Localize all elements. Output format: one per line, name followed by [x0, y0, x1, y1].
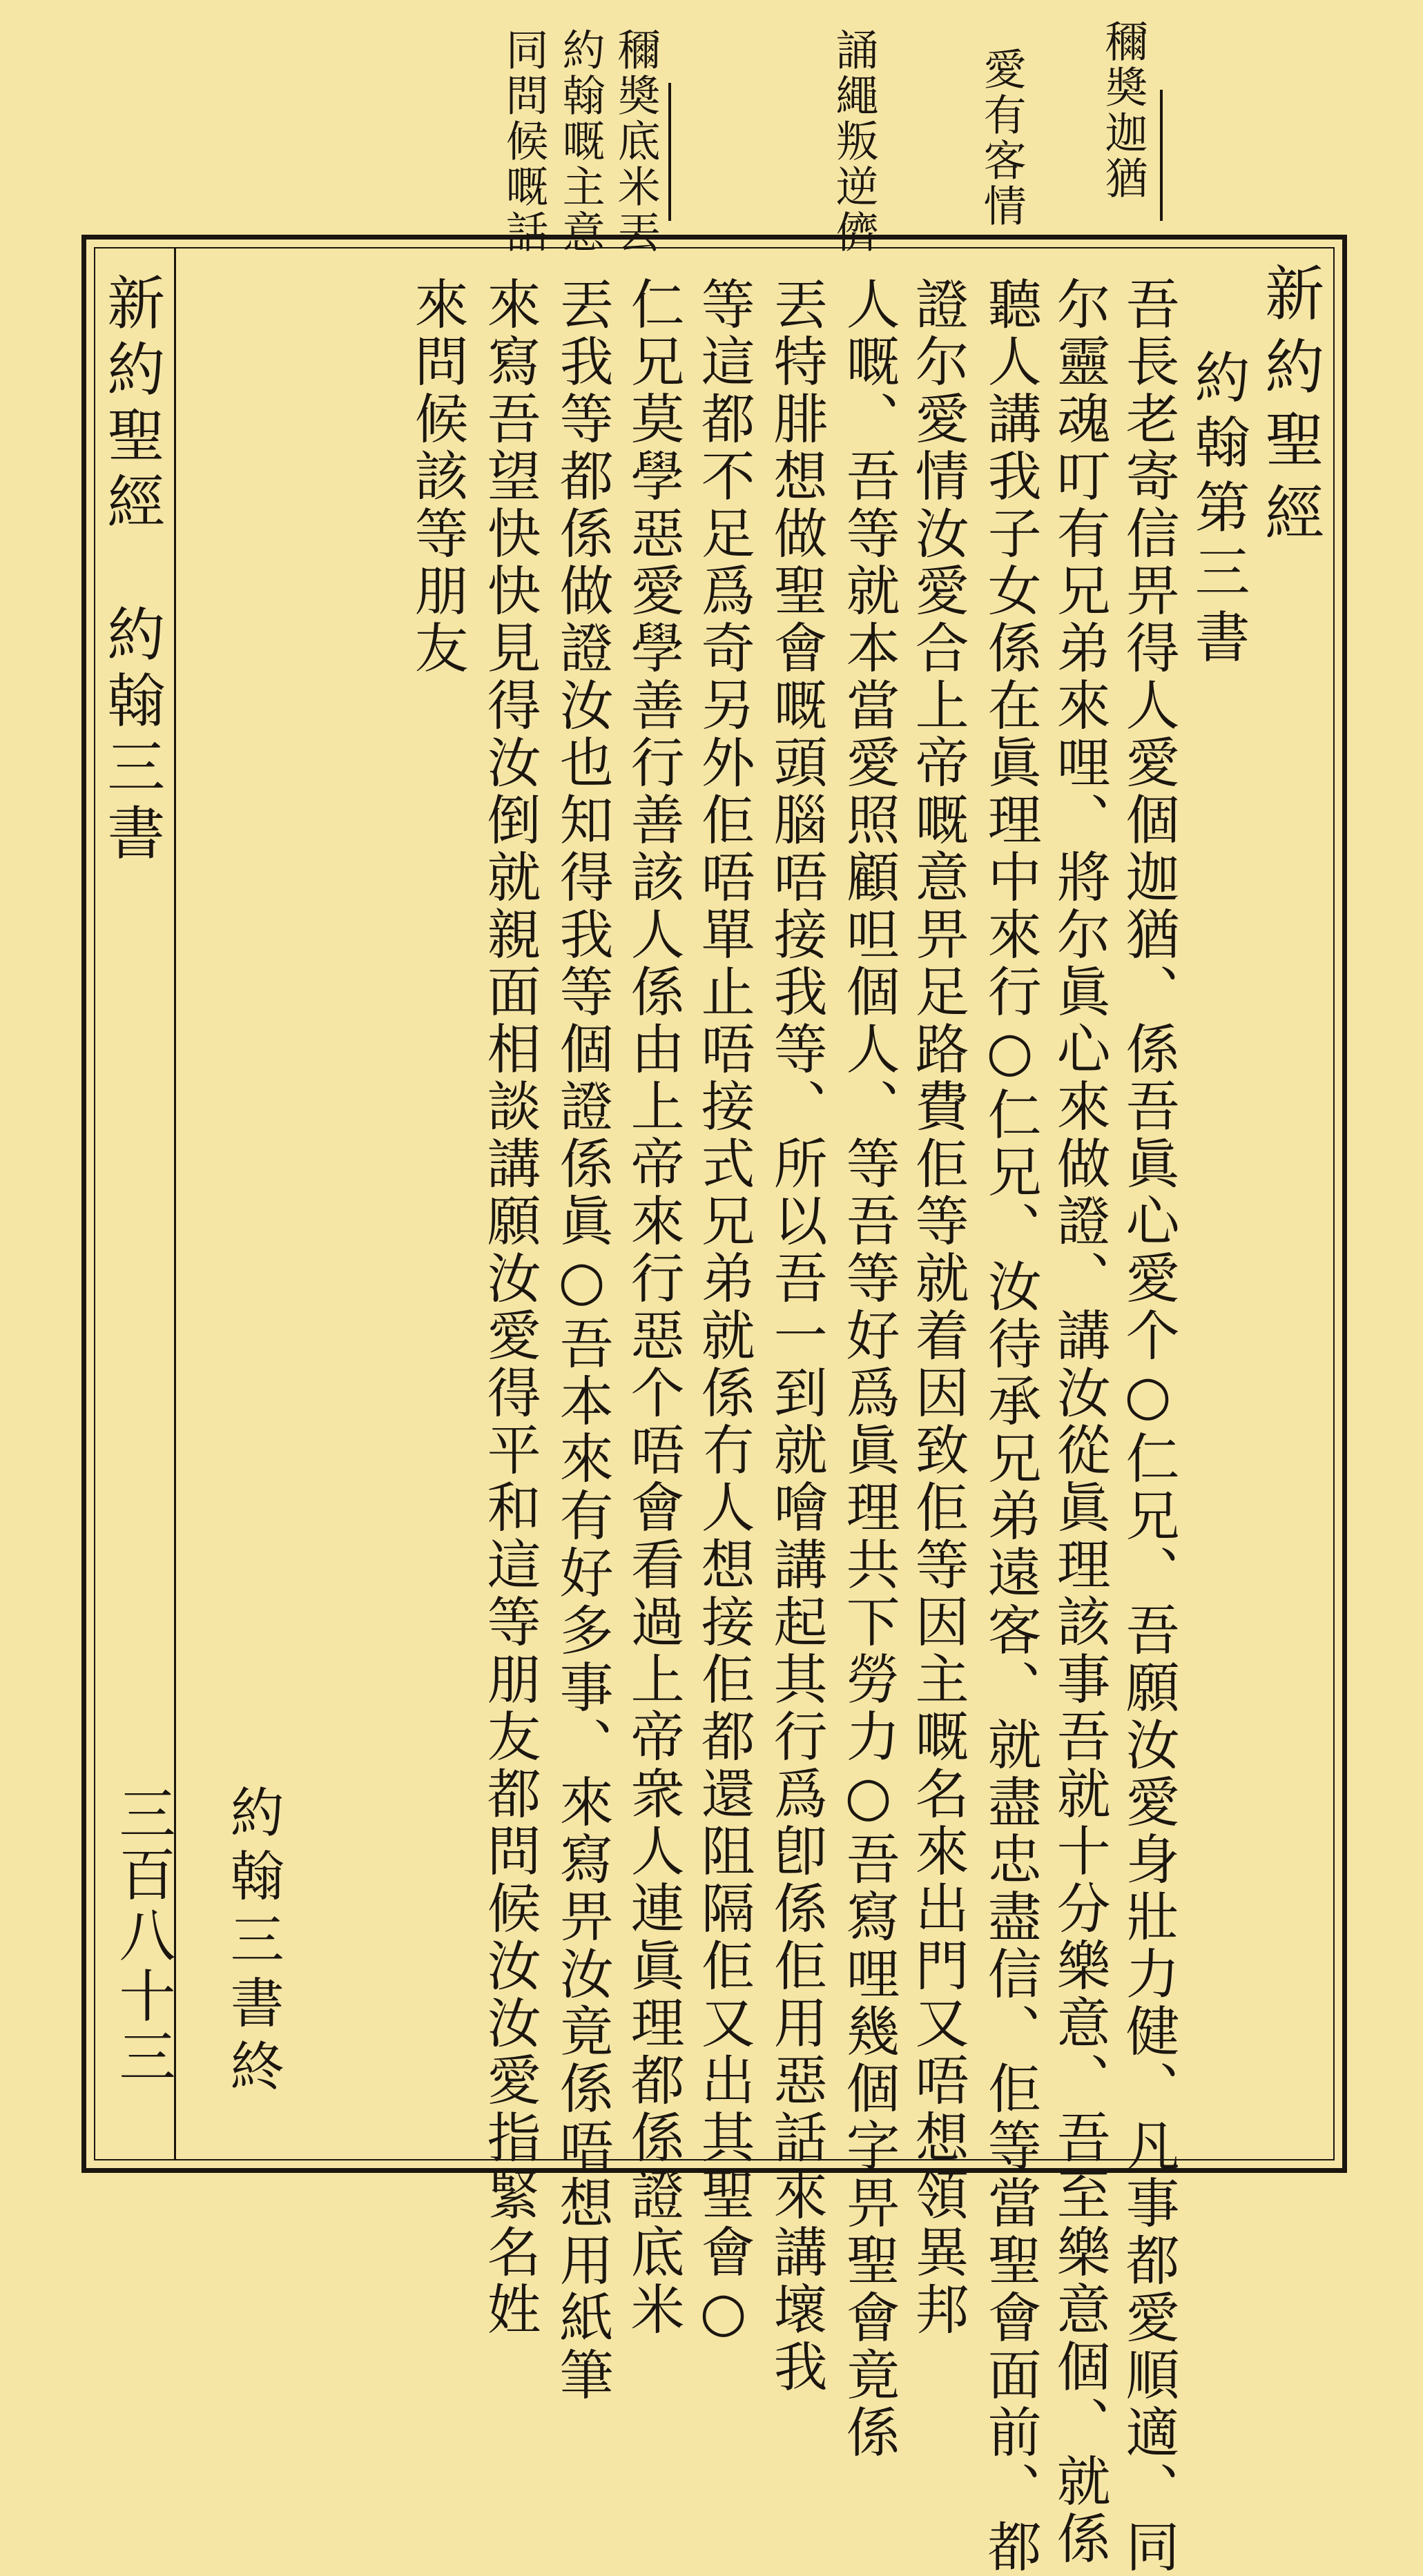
gloss-1-bar: [1160, 90, 1163, 221]
gloss-1: 穪奬迦猶: [1098, 19, 1149, 202]
page-number: 三百八十三: [110, 1784, 175, 2088]
book-end-note: 約翰三書終: [221, 1784, 284, 2102]
gloss-4: 穪奬底米丟: [610, 28, 661, 255]
running-title: 新約聖經 約翰三書: [97, 273, 166, 869]
gloss-2: 愛有客情: [976, 47, 1027, 229]
text-column-6: 丟特腓想做聖會嘅頭腦唔接我等、所以吾一到就噲講起其行爲卽係佢用惡話來講壞我: [764, 276, 827, 2396]
gloss-5: 約翰嘅主意: [555, 28, 606, 255]
text-column-8: 仁兄莫學惡愛學善行善該人係由上帝來行惡个唔會看過上帝衆人連眞理都係證底米: [621, 276, 684, 2339]
text-column-9: 丟我等都係做證汝也知得我等個證係眞○吾本來有好多事、來寫畀汝竟係唔想用紙筆: [550, 276, 613, 2404]
text-column-4: 證尔愛情汝愛合上帝嘅意畀足路費佢等就着因致佢等因主嘅名來出門又唔想領異邦: [906, 276, 969, 2339]
chapter-title: 約翰第三書: [1185, 349, 1250, 673]
text-column-7: 等這都不足爲奇另外佢唔單止唔接式兄弟就係冇人想接佢都還阻隔佢又出其聖會○: [692, 276, 755, 2347]
text-column-10: 來寫吾望快快見得汝倒就親面相談講願汝愛得平和這等朋友都問候汝汝愛指緊名姓: [478, 276, 541, 2339]
gloss-4-bar: [668, 83, 671, 221]
gloss-3: 誦繩叛逆儕: [829, 28, 880, 255]
gloss-6: 同問候嘅話: [498, 28, 550, 255]
text-column-3: 聽人講我子女係在眞理中來行○仁兄、汝待承兄弟遠客、就盡忠盡信、佢等當聖會面前、都: [978, 276, 1041, 2576]
text-column-2: 尔靈魂叮有兄弟來哩、將尔眞心來做證、講汝從眞理該事吾就十分樂意、吾至樂意個、就係: [1047, 276, 1110, 2568]
text-column-11: 來問候該等朋友: [405, 276, 468, 677]
text-column-1: 吾長老寄信畀得人愛個迦猶、係吾眞心愛个○仁兄、吾願汝愛身壯力健、凡事都愛順適、同: [1116, 276, 1179, 2576]
book-title: 新約聖經: [1255, 262, 1324, 555]
text-column-5: 人嘅、吾等就本當愛照顧呾個人、等吾等好爲眞理共下勞力○吾寫哩幾個字畀聖會竟係: [837, 276, 900, 2461]
